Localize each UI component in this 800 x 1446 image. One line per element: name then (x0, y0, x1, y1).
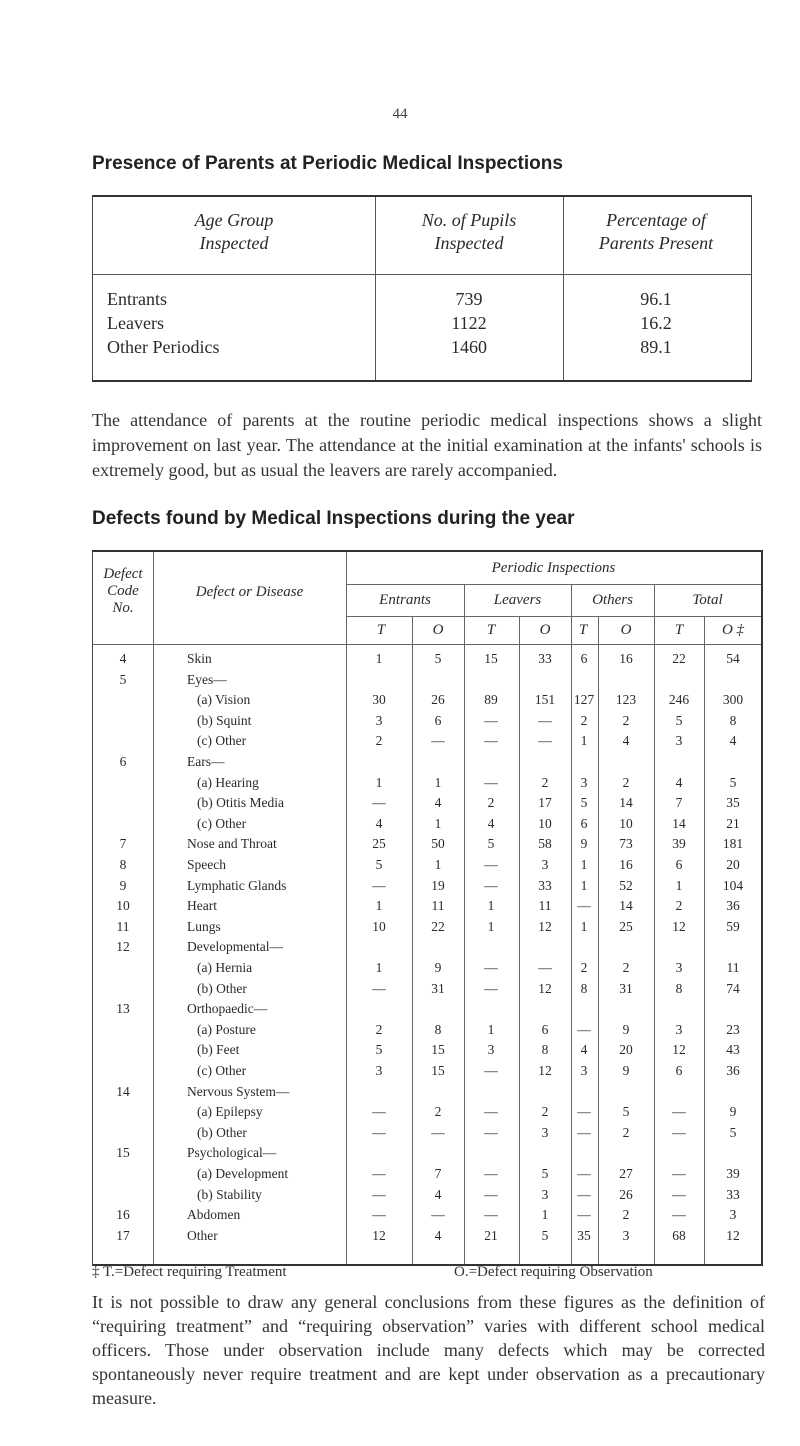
header-divider (93, 644, 761, 645)
header-periodic-inspections: Periodic Inspections (491, 560, 616, 576)
value-cell: 10 (538, 815, 552, 831)
table-row (93, 313, 751, 337)
value-cell: 104 (722, 877, 744, 893)
value-cell: 8 (675, 980, 683, 996)
value-cell: — (372, 1186, 386, 1202)
header-divider (93, 274, 751, 275)
value-cell: — (484, 877, 498, 893)
value-cell: — (484, 1104, 498, 1120)
footnote-treatment: ‡ T.=Defect requiring Treatment (92, 1264, 287, 1280)
header-t: T (674, 622, 684, 638)
value-cell: 5 (675, 712, 683, 728)
parents-attendance-paragraph: The attendance of parents at the routine periodic medical inspections shows a slight improvement on last year. The attendance at the initial examination at the infants' schools is extremely good, but as usual the leavers are rarely accompanied. (92, 410, 762, 480)
defect-label-cell: (a) Hernia (197, 960, 253, 975)
defect-label-cell: Nose and Throat (187, 836, 277, 852)
defect-label-cell: (c) Other (197, 733, 247, 749)
row-divider (346, 616, 761, 617)
defect-label-cell: Developmental— (187, 939, 283, 955)
value-cell: 2 (487, 795, 495, 811)
header-age-group: Age Group Inspected (194, 210, 274, 253)
value-cell: 2 (580, 960, 588, 975)
defect-label-cell: (b) Other (197, 980, 247, 996)
value-cell: 3 (541, 1124, 549, 1140)
value-cell: 19 (431, 877, 445, 893)
defect-label-cell: (a) Vision (197, 692, 251, 708)
value-cell: 9 (580, 836, 588, 852)
column-divider (464, 584, 465, 1264)
value-cell: 2 (375, 733, 383, 749)
value-cell: 1 (487, 898, 495, 914)
value-cell: 11 (726, 960, 740, 975)
value-cell: 1 (487, 1021, 495, 1037)
value-cell: 74 (726, 980, 740, 996)
value-cell: 43 (726, 1042, 740, 1058)
value-cell: 33 (726, 1186, 740, 1202)
value-cell: 10 (372, 918, 386, 934)
value-cell: 4 (434, 795, 442, 811)
defect-label-cell: Eyes— (187, 671, 227, 687)
value-cell: 1 (580, 857, 588, 872)
value-cell: 4 (622, 733, 630, 749)
value-cell: 2 (622, 774, 630, 790)
defect-label-cell: (a) Epilepsy (197, 1104, 263, 1120)
value-cell: — (431, 1207, 445, 1223)
value-cell: 6 (580, 651, 588, 666)
value-cell: 4 (434, 1186, 442, 1202)
defect-label-cell: Other (187, 1227, 218, 1243)
value-cell: — (538, 733, 552, 749)
header-t: T (486, 622, 496, 638)
value-cell: 58 (538, 836, 552, 852)
defect-label-cell: (a) Development (197, 1166, 289, 1181)
pupils-cell: 739 (455, 289, 483, 309)
defect-label-cell: (b) Stability (197, 1186, 262, 1202)
value-cell: 12 (672, 918, 686, 934)
value-cell: 2 (434, 1104, 442, 1120)
value-cell: 12 (372, 1227, 386, 1243)
value-cell: 21 (726, 815, 740, 831)
header-o: O (620, 622, 632, 638)
value-cell: — (577, 1207, 591, 1223)
pupils-cell: 1460 (451, 337, 487, 357)
value-cell: — (484, 960, 498, 975)
defect-label-cell: Abdomen (187, 1207, 241, 1223)
value-cell: 2 (675, 898, 683, 914)
value-cell: 20 (619, 1042, 633, 1058)
column-divider (153, 552, 154, 1264)
percentage-cell: 16.2 (640, 313, 672, 333)
header-o: O (432, 622, 444, 638)
value-cell: 26 (619, 1186, 633, 1202)
age-group-cell: Leavers (107, 313, 164, 333)
defect-label-cell: Orthopaedic— (187, 1001, 268, 1017)
value-cell: 33 (538, 877, 552, 893)
defect-code-cell: 12 (116, 939, 130, 955)
value-cell: 50 (431, 836, 445, 852)
value-cell: — (484, 712, 498, 728)
value-cell: 6 (675, 857, 683, 872)
value-cell: 59 (726, 918, 740, 934)
value-cell: 2 (580, 712, 588, 728)
value-cell: 3 (675, 1021, 683, 1037)
value-cell: 1 (434, 857, 442, 872)
value-cell: — (577, 1104, 591, 1120)
value-cell: 4 (580, 1042, 588, 1058)
value-cell: 3 (541, 1186, 549, 1202)
value-cell: 1 (375, 651, 383, 666)
value-cell: — (577, 898, 591, 914)
value-cell: 5 (375, 1042, 383, 1058)
value-cell: 15 (484, 651, 498, 666)
defect-code-cell: 17 (116, 1227, 130, 1243)
value-cell: 22 (672, 651, 686, 666)
defect-label-cell: (c) Other (197, 1063, 247, 1078)
value-cell: 246 (668, 692, 690, 708)
section-title-parents: Presence of Parents at Periodic Medical Inspections (92, 153, 563, 174)
value-cell: — (372, 1104, 386, 1120)
value-cell: 4 (675, 774, 683, 790)
value-cell: 4 (375, 815, 383, 831)
header-defect-code: Defect Code No. (103, 566, 143, 616)
column-divider (519, 616, 520, 1264)
row-divider (346, 584, 761, 585)
value-cell: 16 (619, 651, 633, 666)
value-cell: 8 (434, 1021, 442, 1037)
page-number: 44 (392, 106, 408, 122)
section-title-defects: Defects found by Medical Inspections during the year (92, 508, 575, 529)
value-cell: 31 (619, 980, 633, 996)
defect-label-cell: (b) Otitis Media (197, 795, 284, 811)
value-cell: — (672, 1186, 686, 1202)
value-cell: 26 (431, 692, 445, 708)
value-cell: 1 (375, 898, 383, 914)
table-row (93, 337, 751, 361)
value-cell: 54 (726, 651, 740, 666)
value-cell: 36 (726, 1063, 740, 1078)
value-cell: 151 (534, 692, 556, 708)
value-cell: 1 (375, 774, 383, 790)
value-cell: 3 (580, 774, 588, 790)
value-cell: — (484, 733, 498, 749)
value-cell: 9 (622, 1021, 630, 1037)
value-cell: 2 (622, 1207, 630, 1223)
defect-code-cell: 4 (119, 651, 127, 666)
value-cell: — (672, 1124, 686, 1140)
value-cell: 12 (538, 980, 552, 996)
value-cell: 3 (487, 1042, 495, 1058)
value-cell: 5 (541, 1166, 549, 1181)
value-cell: 25 (372, 836, 386, 852)
value-cell: — (484, 774, 498, 790)
column-divider (654, 584, 655, 1264)
header-others: Others (592, 592, 633, 608)
value-cell: 7 (434, 1166, 442, 1181)
defect-code-cell: 8 (119, 857, 127, 872)
value-cell: — (372, 795, 386, 811)
value-cell: 2 (541, 774, 549, 790)
value-cell: 39 (672, 836, 686, 852)
value-cell: 181 (722, 836, 744, 852)
defect-label-cell: Nervous System— (187, 1083, 290, 1099)
header-defect-disease: Defect or Disease (195, 584, 304, 600)
value-cell: 35 (726, 795, 740, 811)
header-t: T (578, 622, 588, 638)
value-cell: 1 (434, 774, 442, 790)
value-cell: 17 (538, 795, 552, 811)
conclusions-paragraph: It is not possible to draw any general conclusions from these figures as the definition of “requiring treatment” and “requiring observation” varies with different school medical officers. Those under observation include many defects which may be corrected spontaneously never require treatment and are kept under observation as a precautionary measure. (92, 1292, 765, 1408)
defect-code-cell: 6 (119, 754, 127, 769)
value-cell: 3 (729, 1207, 737, 1223)
value-cell: 16 (619, 857, 633, 872)
value-cell: — (372, 877, 386, 893)
pupils-cell: 1122 (451, 313, 487, 333)
value-cell: 3 (375, 1063, 383, 1078)
defect-label-cell: Heart (187, 898, 217, 914)
value-cell: — (672, 1207, 686, 1223)
value-cell: 1 (675, 877, 683, 893)
value-cell: 35 (577, 1227, 591, 1243)
defect-label-cell: (a) Posture (197, 1021, 256, 1037)
value-cell: 6 (675, 1063, 683, 1078)
value-cell: 9 (622, 1063, 630, 1078)
value-cell: 2 (622, 1124, 630, 1140)
defect-label-cell: Psychological— (187, 1145, 277, 1161)
value-cell: — (672, 1104, 686, 1120)
column-divider (704, 616, 705, 1264)
age-group-cell: Other Periodics (107, 337, 220, 357)
defect-code-cell: 5 (119, 671, 127, 687)
header-t: T (376, 622, 386, 638)
value-cell: 21 (484, 1227, 498, 1243)
defects-table (92, 550, 763, 1266)
value-cell: 36 (726, 898, 740, 914)
defect-label-cell: (b) Squint (197, 712, 252, 728)
header-total: Total (692, 592, 723, 608)
value-cell: 2 (541, 1104, 549, 1120)
value-cell: 3 (541, 857, 549, 872)
value-cell: 8 (729, 712, 737, 728)
value-cell: 23 (726, 1021, 740, 1037)
value-cell: 14 (672, 815, 686, 831)
value-cell: 5 (434, 651, 442, 666)
header-o: O (539, 622, 551, 638)
value-cell: — (372, 1207, 386, 1223)
defect-code-cell: 11 (116, 918, 130, 934)
footnote-observation: O.=Defect requiring Observation (454, 1264, 653, 1280)
value-cell: 25 (619, 918, 633, 934)
value-cell: — (484, 1207, 498, 1223)
value-cell: 39 (726, 1166, 740, 1181)
header-entrants: Entrants (379, 592, 431, 608)
value-cell: — (577, 1166, 591, 1181)
value-cell: 4 (729, 733, 737, 749)
value-cell: 5 (622, 1104, 630, 1120)
value-cell: 300 (722, 692, 744, 708)
value-cell: 15 (431, 1042, 445, 1058)
value-cell: — (484, 857, 498, 872)
value-cell: 1 (580, 733, 588, 749)
value-cell: 1 (580, 918, 588, 934)
value-cell: 2 (375, 1021, 383, 1037)
value-cell: 15 (431, 1063, 445, 1078)
value-cell: 11 (538, 898, 552, 914)
value-cell: — (484, 1063, 498, 1078)
value-cell: 5 (541, 1227, 549, 1243)
value-cell: 30 (372, 692, 386, 708)
value-cell: 6 (434, 712, 442, 728)
defect-label-cell: (b) Other (197, 1124, 247, 1140)
defect-code-cell: 9 (119, 877, 127, 893)
value-cell: 1 (580, 877, 588, 893)
value-cell: 4 (487, 815, 495, 831)
header-pupils-inspected: No. of Pupils Inspected (421, 210, 517, 253)
value-cell: 11 (431, 898, 445, 914)
defect-label-cell: Speech (187, 857, 226, 872)
value-cell: 2 (622, 712, 630, 728)
value-cell: — (577, 1186, 591, 1202)
value-cell: 68 (672, 1227, 686, 1243)
defect-code-cell: 16 (116, 1207, 130, 1223)
value-cell: 3 (675, 733, 683, 749)
value-cell: 3 (580, 1063, 588, 1078)
value-cell: 12 (672, 1042, 686, 1058)
defect-label-cell: Lymphatic Glands (187, 877, 287, 893)
defect-label-cell: Lungs (187, 918, 221, 934)
value-cell: — (484, 1186, 498, 1202)
defect-label-cell: (b) Feet (197, 1042, 240, 1058)
value-cell: 73 (619, 836, 633, 852)
value-cell: 9 (729, 1104, 737, 1120)
value-cell: — (484, 1166, 498, 1181)
value-cell: 20 (726, 857, 740, 872)
value-cell: 1 (487, 918, 495, 934)
defect-code-cell: 13 (116, 1001, 130, 1017)
value-cell: 127 (573, 692, 595, 708)
value-cell: 1 (375, 960, 383, 975)
percentage-cell: 96.1 (640, 289, 672, 309)
value-cell: 12 (726, 1227, 740, 1243)
value-cell: 14 (619, 795, 633, 811)
defect-label-cell: Ears— (187, 754, 225, 769)
value-cell: — (484, 980, 498, 996)
value-cell: 5 (487, 836, 495, 852)
value-cell: 4 (434, 1227, 442, 1243)
defect-label-cell: (a) Hearing (197, 774, 259, 790)
value-cell: 9 (434, 960, 442, 975)
age-group-cell: Entrants (107, 289, 167, 309)
value-cell: — (538, 960, 552, 975)
value-cell: — (577, 1021, 591, 1037)
value-cell: 1 (434, 815, 442, 831)
value-cell: 5 (729, 1124, 737, 1140)
value-cell: 3 (675, 960, 683, 975)
value-cell: 6 (541, 1021, 549, 1037)
value-cell: 27 (619, 1166, 633, 1181)
percentage-cell: 89.1 (640, 337, 672, 357)
value-cell: 12 (538, 1063, 552, 1078)
defect-code-cell: 10 (116, 898, 130, 914)
parents-presence-table (92, 195, 752, 382)
value-cell: 33 (538, 651, 552, 666)
header-percentage-present: Percentage of Parents Present (598, 210, 714, 253)
value-cell: 3 (622, 1227, 630, 1243)
value-cell: — (372, 1166, 386, 1181)
value-cell: — (372, 1124, 386, 1140)
value-cell: 8 (580, 980, 588, 996)
column-divider (346, 552, 347, 1264)
value-cell: 14 (619, 898, 633, 914)
defect-code-cell: 14 (116, 1083, 130, 1099)
value-cell: — (431, 1124, 445, 1140)
value-cell: 22 (431, 918, 445, 934)
value-cell: 123 (615, 692, 637, 708)
value-cell: 2 (622, 960, 630, 975)
defect-label-cell: Skin (187, 651, 212, 666)
defect-label-cell: (c) Other (197, 815, 247, 831)
value-cell: 5 (729, 774, 737, 790)
value-cell: — (484, 1124, 498, 1140)
value-cell: 10 (619, 815, 633, 831)
value-cell: — (538, 712, 552, 728)
value-cell: 5 (375, 857, 383, 872)
value-cell: 8 (541, 1042, 549, 1058)
footnote (92, 1264, 768, 1281)
defect-code-cell: 15 (116, 1145, 130, 1161)
value-cell: 3 (375, 712, 383, 728)
value-cell: 6 (580, 815, 588, 831)
header-o-marked: O ‡ (721, 622, 745, 638)
table-row (93, 289, 751, 313)
value-cell: 7 (675, 795, 683, 811)
value-cell: 52 (619, 877, 633, 893)
value-cell: — (431, 733, 445, 749)
value-cell: 31 (431, 980, 445, 996)
value-cell: — (372, 980, 386, 996)
value-cell: — (672, 1166, 686, 1181)
value-cell: 5 (580, 795, 588, 811)
value-cell: 89 (484, 692, 498, 708)
value-cell: 1 (541, 1207, 549, 1223)
defect-code-cell: 7 (119, 836, 127, 852)
value-cell: — (577, 1124, 591, 1140)
value-cell: 12 (538, 918, 552, 934)
header-leavers: Leavers (493, 592, 542, 608)
column-divider (412, 616, 413, 1264)
